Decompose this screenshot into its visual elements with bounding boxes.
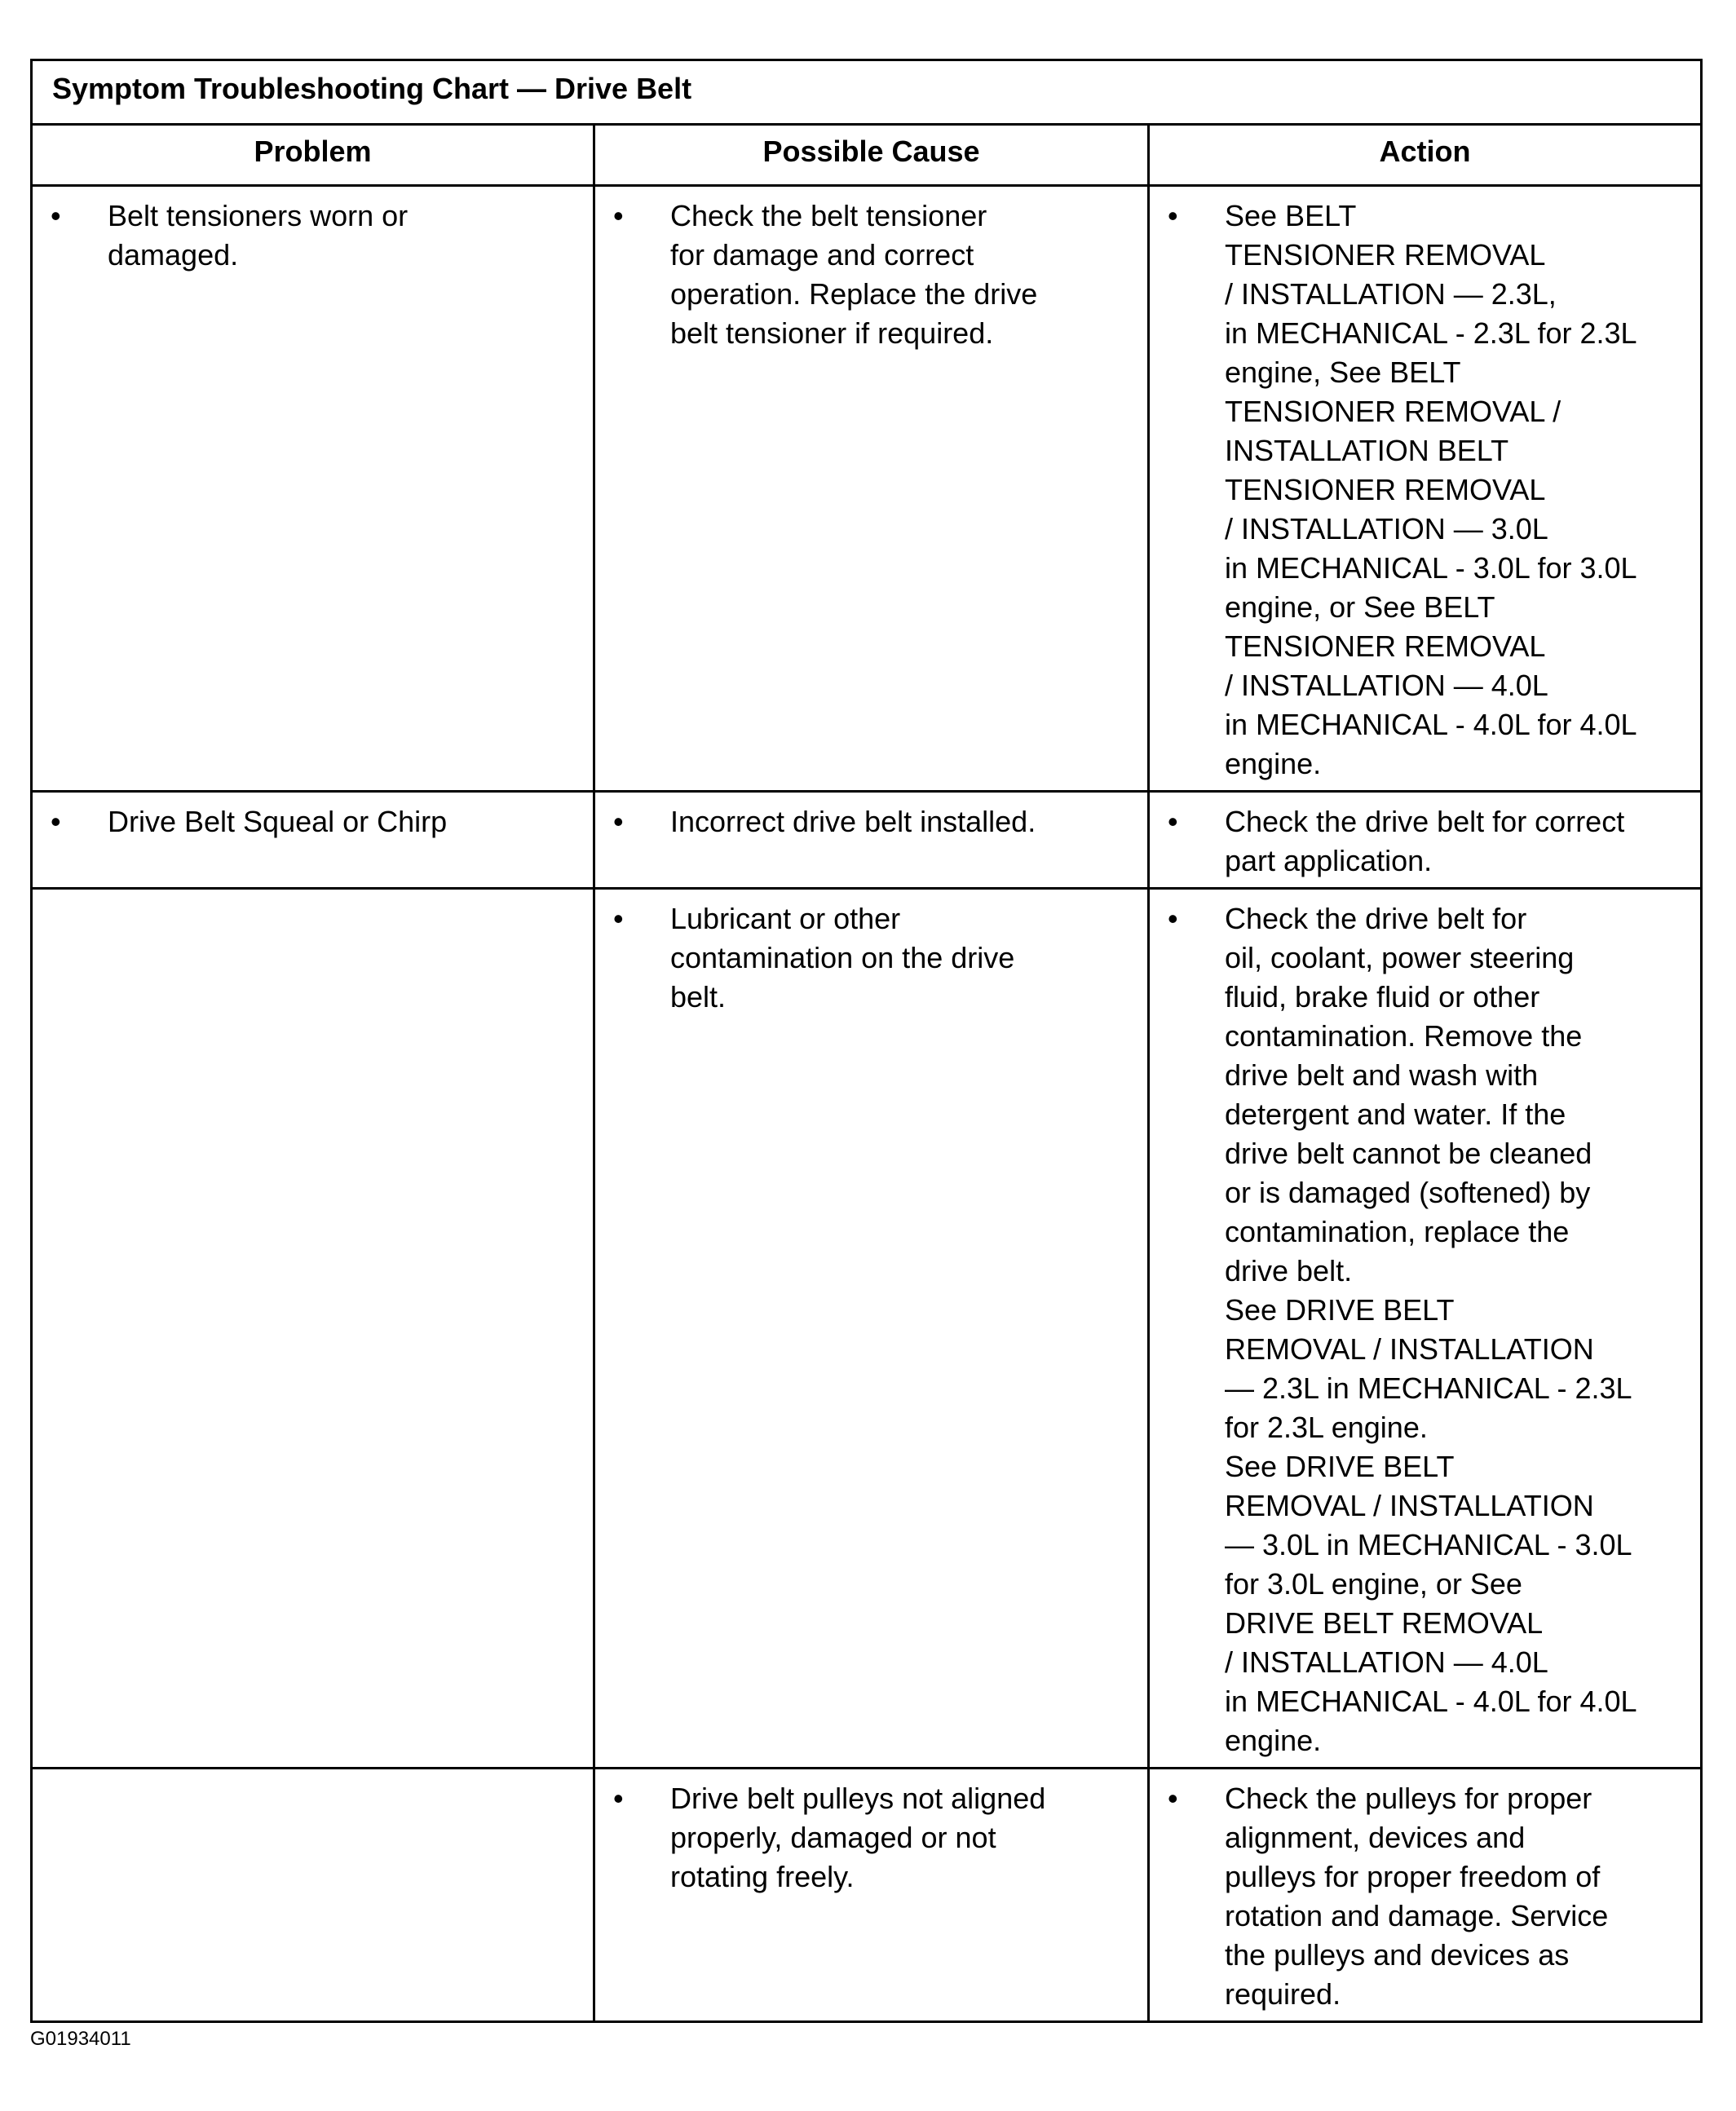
action-text: Check the pulleys for proper alignment, devices and pulleys for proper freedom of rotation and damage. Service the pulleys and devices as required. (1225, 1782, 1609, 2011)
problem-cell-empty (32, 889, 594, 1769)
cause-text: Lubricant or other contamination on the drive belt. (670, 902, 1015, 1014)
cause-cell (594, 1769, 1149, 2022)
list-item (613, 899, 1133, 1017)
action-cell (1149, 889, 1702, 1769)
bullet-marker: • (51, 805, 61, 838)
table-row (32, 1769, 1702, 2022)
bullet-marker: • (613, 805, 624, 838)
problem-cell (32, 186, 594, 792)
problem-text: Belt tensioners worn or damaged. (108, 199, 409, 272)
list-item (613, 197, 1133, 353)
list-item (1168, 802, 1685, 881)
header-problem: Problem (32, 125, 594, 186)
bullet-marker: • (1168, 199, 1178, 232)
header-action: Action (1149, 125, 1702, 186)
list-item (1168, 1779, 1685, 2014)
problem-text: Drive Belt Squeal or Chirp (108, 805, 448, 838)
cause-text: Drive belt pulleys not aligned properly, damaged or not rotating freely. (670, 1782, 1046, 1893)
header-row (32, 125, 1702, 186)
title-row (32, 60, 1702, 125)
bullet-marker: • (1168, 1782, 1178, 1815)
list-item (613, 1779, 1133, 1897)
table-title: Symptom Troubleshooting Chart — Drive Belt (32, 60, 1702, 125)
list-item (1168, 197, 1685, 784)
bullet-marker: • (1168, 805, 1178, 838)
bullet-marker: • (613, 1782, 624, 1815)
cause-cell (594, 186, 1149, 792)
action-text: Check the drive belt for correct part application. (1225, 805, 1625, 877)
troubleshooting-table (30, 59, 1703, 2023)
table-row (32, 792, 1702, 889)
table-row (32, 889, 1702, 1769)
action-text: See BELT TENSIONER REMOVAL / INSTALLATION — 2.3L, in MECHANICAL - 2.3L for 2.3L engine, See BELT TENSIONER REMOVAL / INSTALLATION BELT TENSIONER REMOVAL / INSTALLATION — 3.0L in MECHANICAL - 3.0L for 3.0L engine, or See BELT TENSIONER REMOVAL / INSTALLATION — 4.0L in MECHANICAL - 4.0L for 4.0L engine. (1225, 199, 1637, 780)
bullet-marker: • (1168, 902, 1178, 935)
bullet-marker: • (51, 199, 61, 232)
list-item (51, 197, 578, 275)
list-item (1168, 899, 1685, 1760)
problem-cell-empty (32, 1769, 594, 2022)
action-cell (1149, 1769, 1702, 2022)
figure-id: G01934011 (30, 2028, 131, 2050)
problem-cell (32, 792, 594, 889)
cause-text: Check the belt tensioner for damage and correct operation. Replace the drive belt tensioner if required. (670, 199, 1038, 350)
header-possible-cause: Possible Cause (594, 125, 1149, 186)
cause-cell (594, 792, 1149, 889)
table-row (32, 186, 1702, 792)
bullet-marker: • (613, 902, 624, 935)
action-cell (1149, 186, 1702, 792)
cause-cell (594, 889, 1149, 1769)
action-text: Check the drive belt for oil, coolant, power steering fluid, brake fluid or other contamination. Remove the drive belt and wash with detergent and water. If the drive belt cannot be cleaned or is damaged (softened) by contamination, replace the drive belt. See DRIVE BELT REMOVAL / INSTALLATION — 2.3L in MECHANICAL - 2.3L for 2.3L engine. See DRIVE BELT REMOVAL / INSTALLATION — 3.0L in MECHANICAL - 3.0L for 3.0L engine, or See DRIVE BELT REMOVAL / INSTALLATION — 4.0L in MECHANICAL - 4.0L for 4.0L engine. (1225, 902, 1637, 1757)
action-cell (1149, 792, 1702, 889)
list-item (613, 802, 1133, 841)
cause-text: Incorrect drive belt installed. (670, 805, 1036, 838)
bullet-marker: • (613, 199, 624, 232)
list-item (51, 802, 578, 841)
